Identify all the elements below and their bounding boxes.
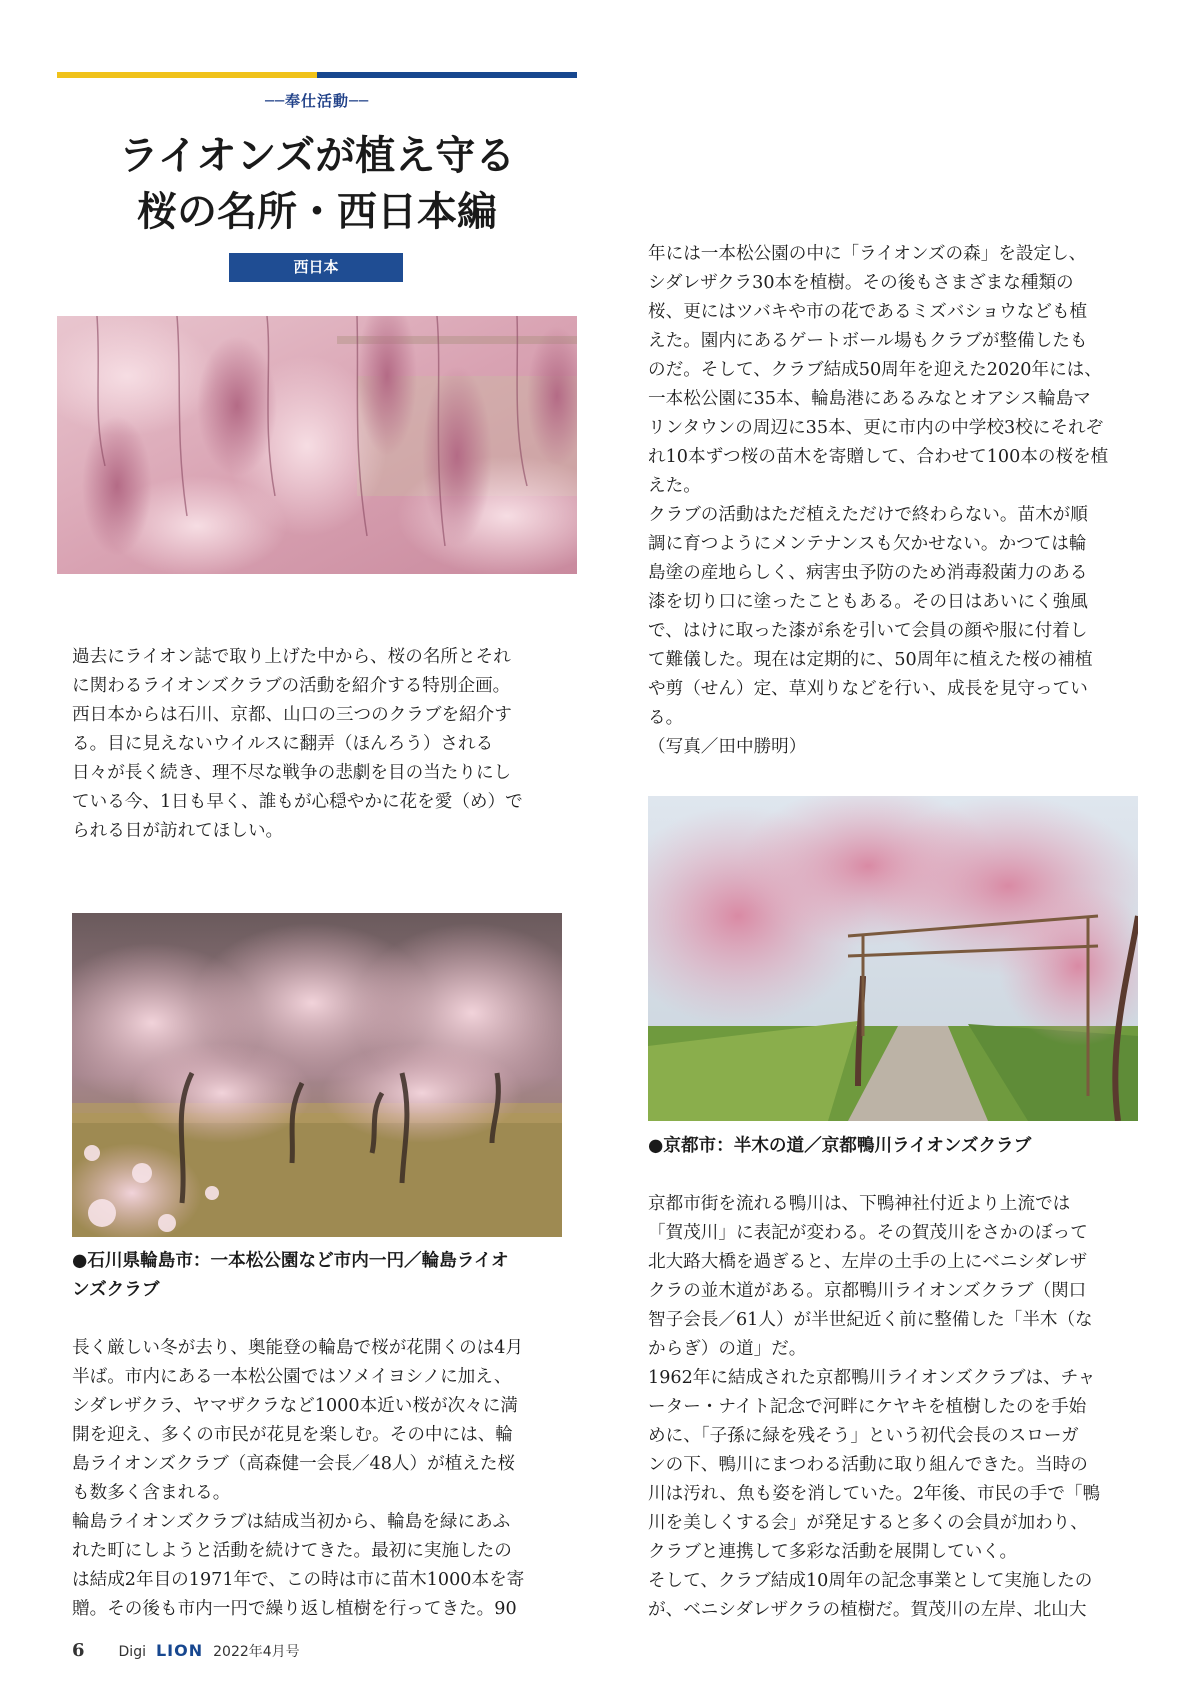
body-line: ーター・ナイト記念で河畔にケヤキを植樹したのを手始 [648,1397,1087,1417]
body-line: 輪島ライオンズクラブは結成当初から、輪島を緑にあふ [72,1512,511,1532]
nakaragi-path-illustration [648,796,1138,1121]
body-line: からぎ）の道」だ。 [648,1339,807,1359]
body-line: て難儀した。現在は定期的に、50周年に植えた桜の補植 [648,650,1093,670]
wajima-park-illustration [72,913,562,1237]
weeping-cherry-illustration [57,316,577,574]
title-line: 桜の名所・西日本編 [137,188,497,235]
body-line: や剪（せん）定、草刈りなどを行い、成長を見守ってい [648,679,1088,699]
body-line: えた。園内にあるゲートボール場もクラブが整備したも [648,331,1088,351]
body-line: えた。 [648,476,701,496]
body-line: が、ベニシダレザクラの植樹だ。賀茂川の左岸、北山大 [648,1600,1087,1620]
weeping-cherry-photo [57,316,577,574]
publication-logo: LION [155,1641,204,1660]
top-accent-bar [57,72,577,78]
accent-bar-yellow [57,72,317,78]
body-line: 島ライオンズクラブ（高森健一会長／48人）が植えた桜 [72,1454,516,1474]
photo-credit: （写真／田中勝明） [648,737,807,757]
caption-line: ンズクラブ [72,1279,160,1300]
intro-paragraph [72,643,572,846]
body-line: 調に育つようにメンテナンスも欠かせない。かつては輪 [648,534,1087,554]
body-line: 半ば。市内にある一本松公園ではソメイヨシノに加え、 [72,1367,512,1387]
body-line: リンタウンの周辺に35本、更に市内の中学校3校にそれぞ [648,418,1104,438]
issue-date: 2022年4月号 [213,1644,300,1660]
kyoto-article-body [648,1190,1148,1625]
section-label: ──奉仕活動── [264,92,370,110]
intro-line: に関わるライオンズクラブの活動を紹介する特別企画。 [72,676,511,696]
body-line: 「賀茂川」に表記が変わる。その賀茂川をさかのぼって [648,1223,1088,1243]
nakaragi-path-photo [648,796,1138,1121]
wajima-article-continued [648,240,1148,762]
intro-line: られる日が訪れてほしい。 [72,821,284,841]
caption-line: ●石川県輪島市：一本松公園など市内一円／輪島ライオ [72,1250,509,1271]
body-line: シダレザクラ30本を植樹。その後もさまざまな種類の [648,273,1074,293]
intro-line: 日々が長く続き、理不尽な戦争の悲劇を目の当たりにし [72,763,512,783]
body-line: 長く厳しい冬が去り、奥能登の輪島で桜が花開くのは4月 [72,1338,524,1358]
body-line: そして、クラブ結成10周年の記念事業として実施したの [648,1571,1093,1591]
body-line: 北大路大橋を過ぎると、左岸の土手の上にベニシダレザ [648,1252,1088,1272]
body-line: クラの並木道がある。京都鴨川ライオンズクラブ（関口 [648,1281,1087,1301]
body-line: 開を迎え、多くの市民が花見を楽しむ。その中には、輪 [72,1425,513,1445]
body-line: 島塗の産地らしく、病害虫予防のため消毒殺菌力のある [648,563,1088,583]
intro-line: 過去にライオン誌で取り上げた中から、桜の名所とそれ [72,647,511,667]
body-line: る。 [648,708,684,728]
body-line: 一本松公園に35本、輪島港にあるみなとオアシス輪島マ [648,389,1091,409]
kyoto-photo-caption: ●京都市：半木の道／京都鴨川ライオンズクラブ [648,1135,1032,1156]
region-badge: 西日本 [229,253,403,282]
body-line: 桜、更にはツバキや市の花であるミズバショウなども植 [648,302,1088,322]
article-title [57,128,577,240]
body-line: 年には一本松公園の中に「ライオンズの森」を設定し、 [648,244,1087,264]
body-line: 智子会長／61人）が半世紀近く前に整備した「半木（な [648,1310,1093,1330]
intro-line: る。目に見えないウイルスに翻弄（ほんろう）される [72,734,494,754]
title-line: ライオンズが植え守る [118,132,516,179]
body-line: めに、「子孫に緑を残そう」という初代会長のスローガ [648,1426,1079,1446]
body-line: 贈。その後も市内一円で繰り返し植樹を行ってきた。90 [72,1599,517,1619]
body-line: 京都市街を流れる鴨川は、下鴨神社付近より上流では [648,1194,1071,1214]
body-line: で、はけに取った漆が糸を引いて会員の顔や服に付着し [648,621,1088,641]
body-line: 川は汚れ、魚も姿を消していた。2年後、市民の手で「鴨 [648,1484,1101,1504]
body-line: は結成2年目の1971年で、この時は市に苗木1000本を寄 [72,1570,525,1590]
body-line: クラブと連携して多彩な活動を展開していく。 [648,1542,1018,1562]
accent-bar-blue [317,72,577,78]
body-line: も数多く含まれる。 [72,1483,231,1503]
body-line: のだ。そして、クラブ結成50周年を迎えた2020年には、 [648,360,1102,380]
body-line: 漆を切り口に塗ったこともある。その日はあいにく強風 [648,592,1088,612]
body-line: シダレザクラ、ヤマザクラなど1000本近い桜が次々に満 [72,1396,518,1416]
body-line: クラブの活動はただ植えただけで終わらない。苗木が順 [648,505,1088,525]
wajima-park-photo [72,913,562,1237]
body-line: ンの下、鴨川にまつわる活動に取り組んできた。当時の [648,1455,1088,1475]
wajima-photo-caption [72,1246,509,1304]
publication-prefix: Digi [118,1644,146,1660]
body-line: れた町にしようと活動を続けてきた。最初に実施したの [72,1541,512,1561]
page-footer [72,1640,300,1664]
body-line: 川を美しくする会」が発足すると多くの会員が加わり、 [648,1513,1088,1533]
page-number: 6 [72,1640,85,1661]
wajima-article-body [72,1334,572,1624]
body-line: れ10本ずつ桜の苗木を寄贈して、合わせて100本の桜を植 [648,447,1109,467]
intro-line: 西日本からは石川、京都、山口の三つのクラブを紹介す [72,705,512,725]
intro-line: ている今、1日も早く、誰もが心穏やかに花を愛（め）で [72,792,523,812]
body-line: 1962年に結成された京都鴨川ライオンズクラブは、チャ [648,1368,1096,1388]
